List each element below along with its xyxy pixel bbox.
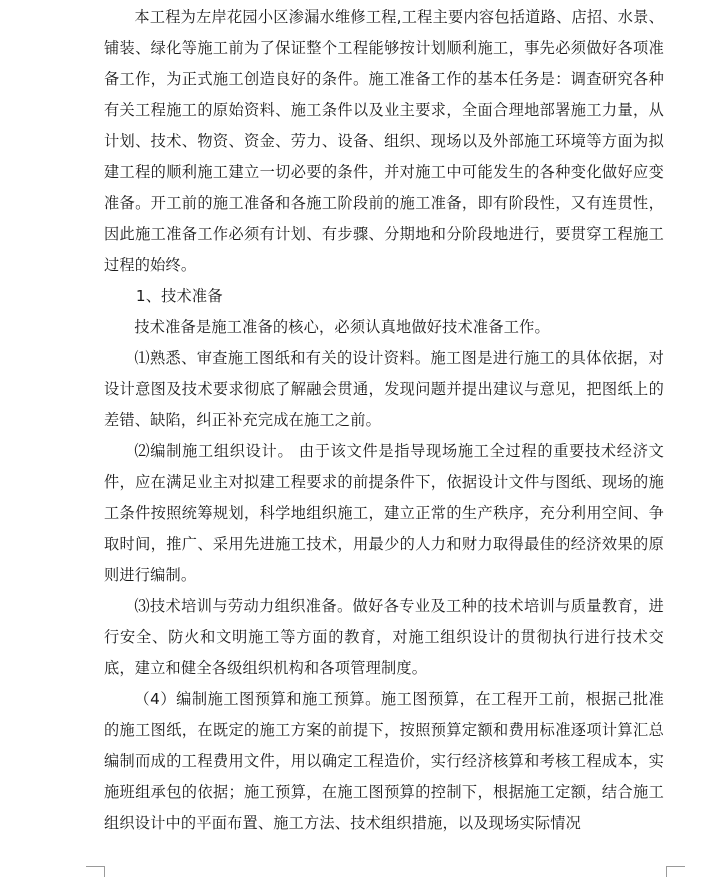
paragraph-item-1-drawings: ⑴熟悉、审查施工图纸和有关的设计资料。施工图是进行施工的具体依据，对设计意图及技术要求彻底了解融会贯通，发现问题并提出建议与意见，把图纸上的差错、缺陷，纠正补充完成在施工之前。 <box>104 349 664 429</box>
paragraph-item-3-training: ⑶技术培训与劳动力组织准备。做好各专业及工种的技术培训与质量教育，进行安全、防火和文明施工等方面的教育，对施工组织设计的贯彻执行进行技术交底，建立和健全各级组织机构和各项管理制度。 <box>104 597 664 677</box>
paragraph-item-2-construction-plan: ⑵编制施工组织设计。 由于该文件是指导现场施工全过程的重要技术经济文件，应在满足业主对拟建工程要求的前提条件下，依据设计文件与图纸、现场的施工条件按照统筹规划，科学地组织施工，建立正常的生产秩序，充分利用空间、争取时间，推广、采用先进施工技术，用最少的人力和财力取得最佳的经济效果的原则进行编制。 <box>104 442 664 584</box>
paragraph-technical-core: 技术准备是施工准备的核心，必须认真地做好技术准备工作。 <box>134 318 550 336</box>
paragraph-item-4-budget: （4）编制施工图预算和施工预算。施工图预算，在工程开工前，根据己批准的施工图纸，在既定的施工方案的前提下，按照预算定额和费用标准逐项计算汇总编制而成的工程费用文件，用以确定工程造价，实行经济核算和考核工程成本，实施班组承包的依据；施工预算，在施工图预算的控制下，根据施工定额，结合施工组织设计中的平面布置、施工方法、技术组织措施，以及现场实际情况 <box>104 690 664 832</box>
crop-mark-right <box>666 866 685 877</box>
document-body <box>104 0 664 839</box>
section-heading-technical-preparation: 1、技术准备 <box>135 287 223 305</box>
crop-mark-left <box>86 866 105 877</box>
paragraph-intro: 本工程为左岸花园小区渗漏水维修工程,工程主要内容包括道路、店招、水景、铺装、绿化等施工前为了保证整个工程能够按计划顺利施工，事先必须做好各项准备工作，为正式施工创造良好的条件。施工准备工作的基本任务是：调查研究各种有关工程施工的原始资料、施工条件以及业主要求，全面合理地部署施工力量，从计划、技术、物资、资金、劳力、设备、组织、现场以及外部施工环境等方面为拟建工程的顺利施工建立一切必要的条件，并对施工中可能发生的各种变化做好应变准备。开工前的施工准备和各施工阶段前的施工准备，即有阶段性，又有连贯性，因此施工准备工作必须有计划、有步骤、分期地和分阶段地进行，要贯穿工程施工过程的始终。 <box>104 8 664 274</box>
